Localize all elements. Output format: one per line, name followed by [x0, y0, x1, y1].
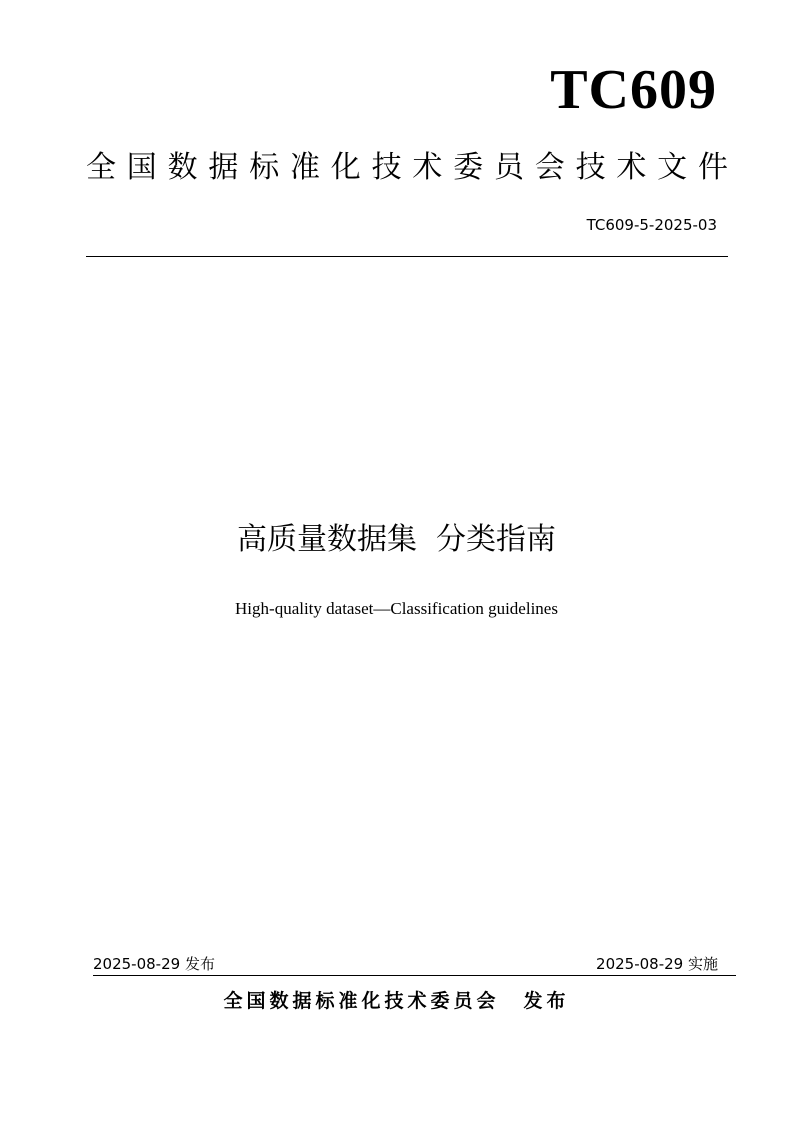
- document-type-text: 全 国 数 据 标 准 化 技 术 委 员 会 技 术 文 件: [86, 150, 728, 185]
- document-title-english: High-quality dataset—Classification guidelines: [235, 599, 558, 618]
- document-title-chinese: 高质量数据集 分类指南: [236, 522, 557, 557]
- issuer-name: 全国数据标准化技术委员会: [223, 990, 500, 1012]
- footer-divider: [93, 975, 736, 976]
- issue-word: 发布: [523, 990, 570, 1012]
- issuer-line: [0, 990, 793, 1013]
- implementation-date: 2025-08-29 实施: [596, 955, 718, 973]
- release-date: 2025-08-29 发布: [93, 955, 215, 973]
- committee-code-mark: TC609: [550, 59, 717, 121]
- header-divider: [86, 256, 728, 257]
- document-type-heading: [86, 150, 728, 186]
- document-number: TC609-5-2025-03: [586, 216, 717, 234]
